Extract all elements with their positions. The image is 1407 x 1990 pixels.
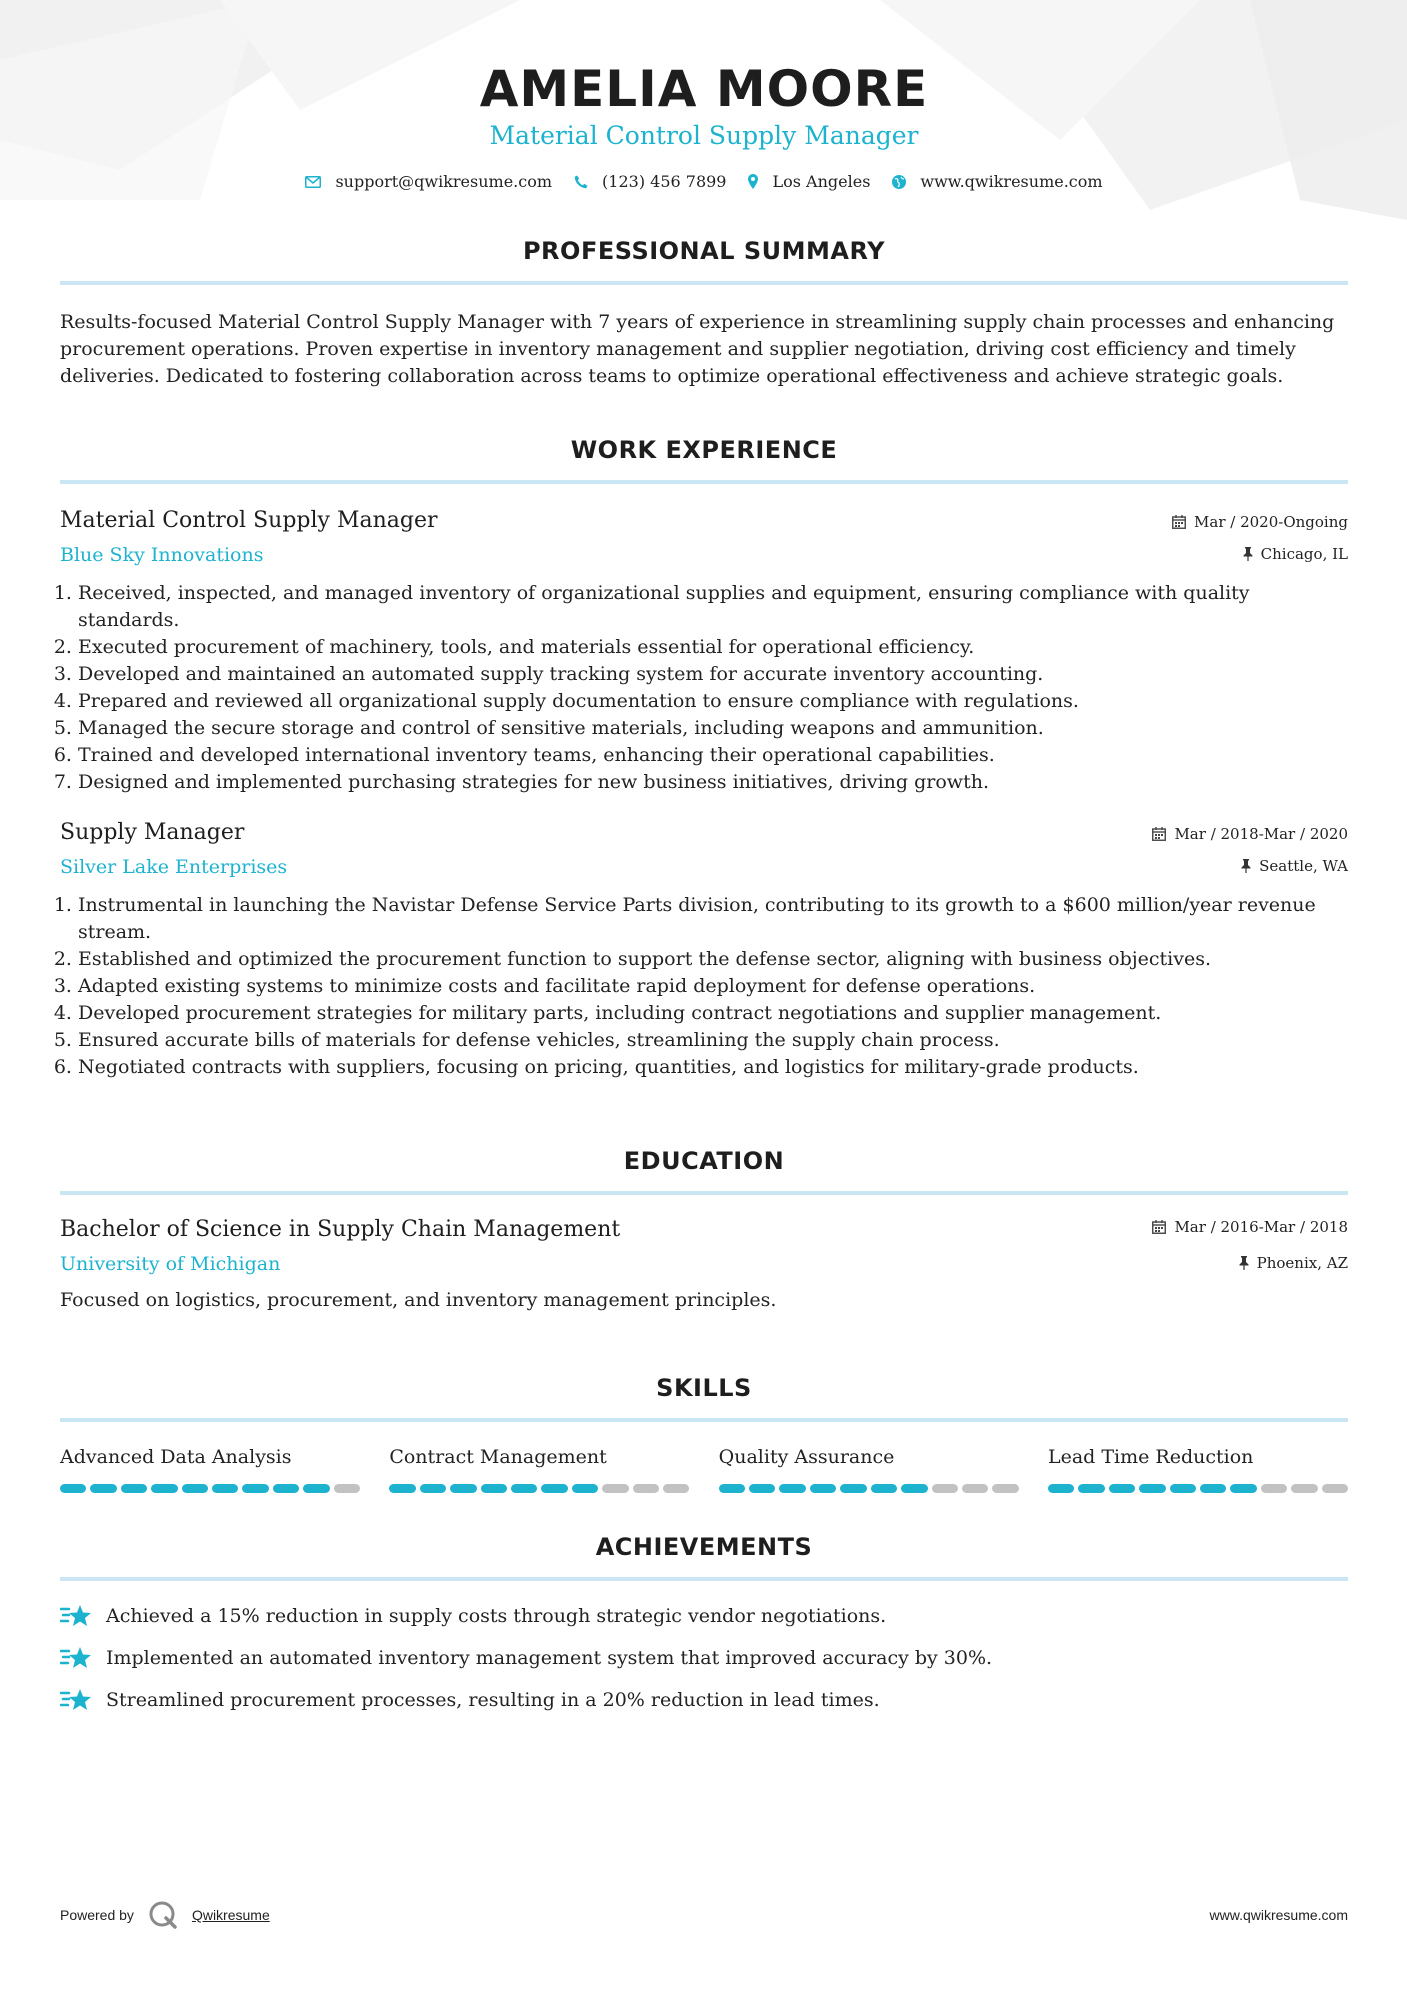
calendar-icon	[1152, 827, 1166, 841]
list-item: 6. Trained and developed international inventory teams, enhancing their operational capabilities.	[78, 742, 1348, 769]
skill-segment-empty	[962, 1484, 988, 1493]
skill-segment-filled	[1048, 1484, 1074, 1493]
envelope-icon	[305, 176, 321, 188]
skills-heading: SKILLS	[656, 1374, 752, 1402]
job-location: Chicago, IL	[1260, 545, 1348, 563]
list-item: 5. Managed the secure storage and control of sensitive materials, including weapons and ammunition.	[78, 715, 1348, 742]
pushpin-icon	[1241, 859, 1251, 873]
skill-segment-filled	[511, 1484, 537, 1493]
skill-segment-filled	[719, 1484, 745, 1493]
contact-location	[748, 172, 870, 191]
skill-segment-empty	[602, 1484, 628, 1493]
skill-segment-filled	[1200, 1484, 1226, 1493]
skill-segment-filled	[840, 1484, 866, 1493]
job-entry	[60, 818, 1348, 1081]
skill-name: Contract Management	[389, 1446, 607, 1468]
job-company: Silver Lake Enterprises	[60, 856, 288, 878]
skill-segment-empty	[932, 1484, 958, 1493]
achievement-item	[60, 1687, 1348, 1713]
contact-location-text: Los Angeles	[772, 172, 871, 191]
contact-phone-text: (123) 456 7899	[602, 172, 727, 191]
list-item: 4. Developed procurement strategies for military parts, including contract negotiations and supplier management.	[78, 1000, 1348, 1027]
skill-segment-empty	[1322, 1484, 1348, 1493]
contact-phone[interactable]	[574, 172, 726, 191]
skill-name: Lead Time Reduction	[1047, 1446, 1254, 1468]
skill-level-bar	[389, 1484, 689, 1493]
footer	[60, 1900, 1348, 1930]
skill-segment-empty	[992, 1484, 1018, 1493]
powered-by-label: Powered by	[60, 1907, 134, 1923]
education-school: University of Michigan	[60, 1253, 281, 1275]
list-item: 2. Executed procurement of machinery, tools, and materials essential for operational efficiency.	[78, 634, 1348, 661]
education-dates: Mar / 2016-Mar / 2018	[1174, 1218, 1348, 1236]
contact-website[interactable]	[892, 172, 1102, 191]
globe-icon	[892, 175, 906, 189]
contact-website-text: www.qwikresume.com	[920, 172, 1103, 191]
skill-level-bar	[1048, 1484, 1348, 1493]
skill-item	[719, 1444, 1019, 1493]
list-item: 1. Received, inspected, and managed inventory of organizational supplies and equipment, ensuring compliance with quality standards.	[78, 580, 1348, 634]
section-divider	[60, 480, 1348, 484]
calendar-icon	[1172, 515, 1186, 529]
experience-heading: WORK EXPERIENCE	[570, 436, 838, 464]
skill-segment-filled	[1139, 1484, 1165, 1493]
skill-segment-filled	[572, 1484, 598, 1493]
skill-segment-empty	[1291, 1484, 1317, 1493]
achievements-heading: ACHIEVEMENTS	[595, 1533, 813, 1561]
skill-name: Quality Assurance	[718, 1446, 895, 1468]
phone-icon	[574, 175, 588, 189]
skill-item	[1048, 1444, 1348, 1493]
achievement-text: Streamlined procurement processes, resulting in a 20% reduction in lead times.	[106, 1689, 880, 1711]
skill-segment-filled	[450, 1484, 476, 1493]
list-item: 3. Developed and maintained an automated supply tracking system for accurate inventory accounting.	[78, 661, 1348, 688]
skill-segment-filled	[242, 1484, 268, 1493]
job-dates: Mar / 2020-Ongoing	[1194, 513, 1348, 531]
skill-segment-filled	[1109, 1484, 1135, 1493]
summary-text: Results-focused Material Control Supply Manager with 7 years of experience in streamlining supply chain processes and enhancing procurement operations. Proven expertise in inventory management and supplier negotiation, driving cost efficiency and timely deliveries. Dedicated to fostering collaboration across teams to optimize operational effectiveness and achieve strategic goals.	[60, 311, 1335, 387]
resume-header	[60, 0, 1348, 191]
education-location: Phoenix, AZ	[1256, 1254, 1348, 1272]
job-bullets	[60, 580, 1348, 796]
skill-segment-empty	[1261, 1484, 1287, 1493]
list-item: 1. Instrumental in launching the Navistar Defense Service Parts division, contributing to its growth to a $600 million/year revenue stream.	[78, 892, 1348, 946]
star-icon	[60, 1687, 92, 1713]
pushpin-icon	[1243, 547, 1253, 561]
list-item: 2. Established and optimized the procurement function to support the defense sector, aligning with business objectives.	[78, 946, 1348, 973]
achievement-item	[60, 1645, 1348, 1671]
skill-segment-filled	[1078, 1484, 1104, 1493]
skill-segment-filled	[60, 1484, 86, 1493]
contact-email-text: support@qwikresume.com	[335, 172, 553, 191]
experience-section	[60, 436, 1348, 1081]
skill-segment-filled	[1230, 1484, 1256, 1493]
list-item: 5. Ensured accurate bills of materials for defense vehicles, streamlining the supply chain process.	[78, 1027, 1348, 1054]
skill-segment-filled	[121, 1484, 147, 1493]
achievement-item	[60, 1603, 1348, 1629]
skill-level-bar	[719, 1484, 1019, 1493]
skill-segment-filled	[749, 1484, 775, 1493]
skill-segment-filled	[901, 1484, 927, 1493]
section-divider	[60, 1191, 1348, 1195]
skill-segment-filled	[871, 1484, 897, 1493]
summary-heading: PROFESSIONAL SUMMARY	[522, 237, 886, 265]
skill-segment-empty	[633, 1484, 659, 1493]
candidate-title: Material Control Supply Manager	[489, 121, 919, 150]
skill-segment-filled	[303, 1484, 329, 1493]
qwikresume-logo-icon	[148, 1900, 178, 1930]
skill-segment-filled	[779, 1484, 805, 1493]
contact-email[interactable]	[305, 172, 552, 191]
education-degree: Bachelor of Science in Supply Chain Management	[60, 1217, 621, 1242]
skill-name: Advanced Data Analysis	[60, 1446, 292, 1468]
job-dates: Mar / 2018-Mar / 2020	[1174, 825, 1348, 843]
skill-segment-filled	[389, 1484, 415, 1493]
candidate-name: AMELIA MOORE	[479, 60, 929, 118]
contact-bar	[60, 172, 1348, 191]
achievement-text: Achieved a 15% reduction in supply costs through strategic vendor negotiations.	[106, 1605, 887, 1627]
skill-segment-filled	[541, 1484, 567, 1493]
job-entry	[60, 506, 1348, 796]
skill-segment-filled	[273, 1484, 299, 1493]
section-divider	[60, 281, 1348, 285]
qwikresume-link[interactable]: Qwikresume	[191, 1907, 270, 1923]
skill-item	[389, 1444, 689, 1493]
skills-list	[60, 1444, 1348, 1493]
skill-segment-filled	[212, 1484, 238, 1493]
skills-section	[60, 1374, 1348, 1493]
skill-segment-empty	[663, 1484, 689, 1493]
star-icon	[60, 1603, 92, 1629]
list-item: 6. Negotiated contracts with suppliers, focusing on pricing, quantities, and logistics for military-grade products.	[78, 1054, 1348, 1081]
resume-page	[60, 0, 1348, 1713]
education-description: Focused on logistics, procurement, and inventory management principles.	[60, 1289, 777, 1311]
section-divider	[60, 1577, 1348, 1581]
star-icon	[60, 1645, 92, 1671]
job-location: Seattle, WA	[1259, 857, 1348, 875]
skill-segment-filled	[90, 1484, 116, 1493]
education-entry	[60, 1215, 1348, 1314]
skill-segment-filled	[151, 1484, 177, 1493]
footer-website-link[interactable]: www.qwikresume.com	[1209, 1907, 1348, 1923]
skill-segment-filled	[420, 1484, 446, 1493]
achievements-section	[60, 1533, 1348, 1713]
skill-segment-filled	[810, 1484, 836, 1493]
achievement-text: Implemented an automated inventory management system that improved accuracy by 30%.	[106, 1647, 993, 1669]
summary-section	[60, 237, 1348, 390]
skill-segment-empty	[334, 1484, 360, 1493]
job-company: Blue Sky Innovations	[60, 544, 264, 566]
calendar-icon	[1152, 1220, 1166, 1234]
skill-level-bar	[60, 1484, 360, 1493]
skill-segment-filled	[1170, 1484, 1196, 1493]
pushpin-icon	[1239, 1256, 1249, 1270]
education-heading: EDUCATION	[623, 1147, 785, 1175]
job-role: Supply Manager	[60, 820, 245, 845]
job-bullets	[60, 892, 1348, 1081]
education-section	[60, 1147, 1348, 1314]
section-divider	[60, 1418, 1348, 1422]
map-pin-icon	[748, 174, 758, 189]
job-role: Material Control Supply Manager	[60, 508, 438, 533]
skill-segment-filled	[481, 1484, 507, 1493]
skill-item	[60, 1444, 360, 1493]
list-item: 4. Prepared and reviewed all organizational supply documentation to ensure compliance with regulations.	[78, 688, 1348, 715]
list-item: 7. Designed and implemented purchasing strategies for new business initiatives, driving growth.	[78, 769, 1348, 796]
skill-segment-filled	[182, 1484, 208, 1493]
list-item: 3. Adapted existing systems to minimize costs and facilitate rapid deployment for defense operations.	[78, 973, 1348, 1000]
